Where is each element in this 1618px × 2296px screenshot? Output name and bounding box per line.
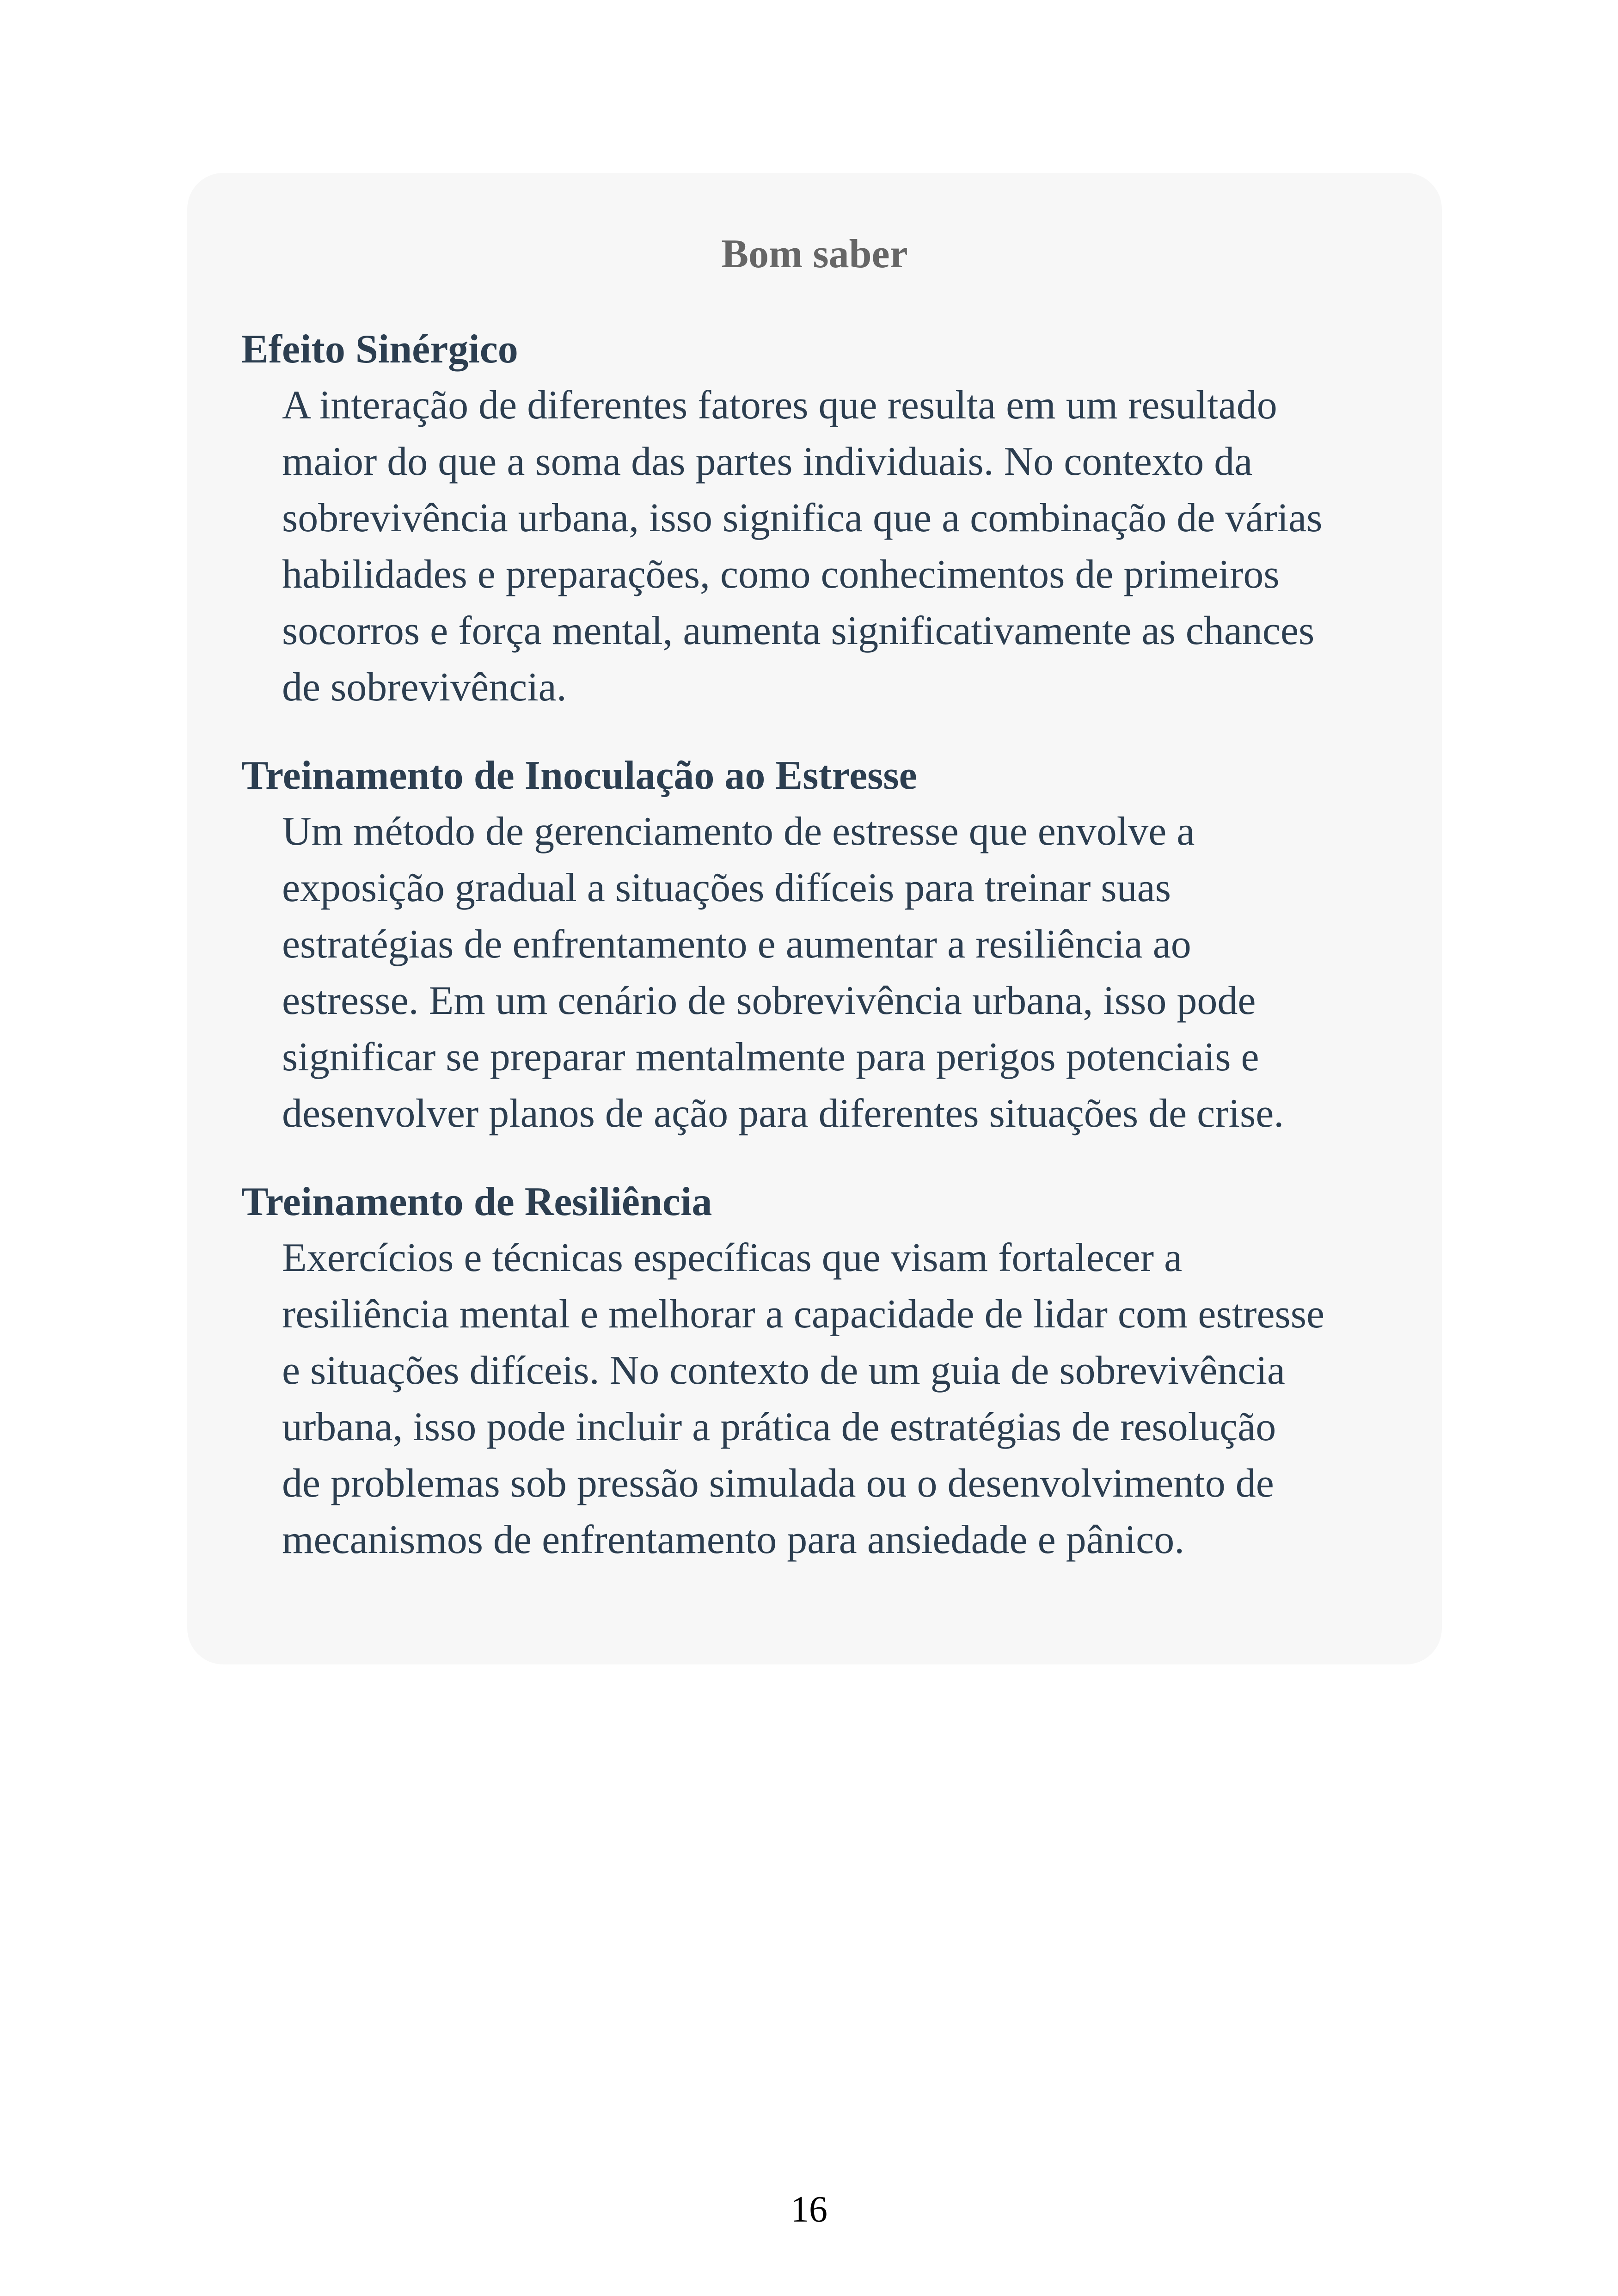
definition-line: sobrevivência urbana, isso significa que a combinação de várias	[282, 496, 1323, 540]
definition-line: estratégias de enfrentamento e aumentar a resiliência ao	[282, 922, 1191, 967]
definition-line: resiliência mental e melhorar a capacidade de lidar com estresse	[282, 1292, 1325, 1337]
definition-line: Um método de gerenciamento de estresse que envolve a	[282, 809, 1195, 854]
definition-line: de problemas sob pressão simulada ou o desenvolvimento de	[282, 1461, 1274, 1506]
definition-line: desenvolver planos de ação para diferentes situações de crise.	[282, 1091, 1284, 1136]
definition-line: habilidades e preparações, como conhecimentos de primeiros	[282, 552, 1280, 597]
definition-line: estresse. Em um cenário de sobrevivência urbana, isso pode	[282, 978, 1256, 1023]
info-box	[187, 173, 1442, 1664]
definition-line: A interação de diferentes fatores que resulta em um resultado	[282, 383, 1277, 428]
glossary-definition	[241, 1230, 1434, 1568]
glossary-entry	[241, 322, 1434, 716]
glossary-definition	[241, 804, 1434, 1142]
definition-line: socorros e força mental, aumenta significativamente as chances	[282, 608, 1315, 653]
glossary-entry	[241, 1174, 1434, 1568]
box-title: Bom saber	[721, 232, 908, 276]
definition-line: e situações difíceis. No contexto de um guia de sobrevivência	[282, 1348, 1285, 1393]
glossary-term: Treinamento de Resiliência	[241, 1179, 712, 1224]
glossary-term: Treinamento de Inoculação ao Estresse	[241, 753, 917, 798]
definition-line: urbana, isso pode incluir a prática de estratégias de resolução	[282, 1405, 1276, 1449]
definition-line: Exercícios e técnicas específicas que visam fortalecer a	[282, 1235, 1183, 1280]
glossary-definition	[241, 377, 1434, 716]
glossary-list	[241, 322, 1434, 1601]
definition-line: significar se preparar mentalmente para perigos potenciais e	[282, 1035, 1259, 1080]
glossary-term: Efeito Sinérgico	[241, 327, 518, 372]
glossary-entry	[241, 748, 1434, 1142]
definition-line: mecanismos de enfrentamento para ansiedade e pânico.	[282, 1517, 1185, 1562]
definition-line: maior do que a soma das partes individuais. No contexto da	[282, 439, 1253, 484]
definition-line: exposição gradual a situações difíceis para treinar suas	[282, 866, 1171, 910]
definition-line: de sobrevivência.	[282, 665, 567, 710]
page-number: 16	[791, 2189, 827, 2230]
